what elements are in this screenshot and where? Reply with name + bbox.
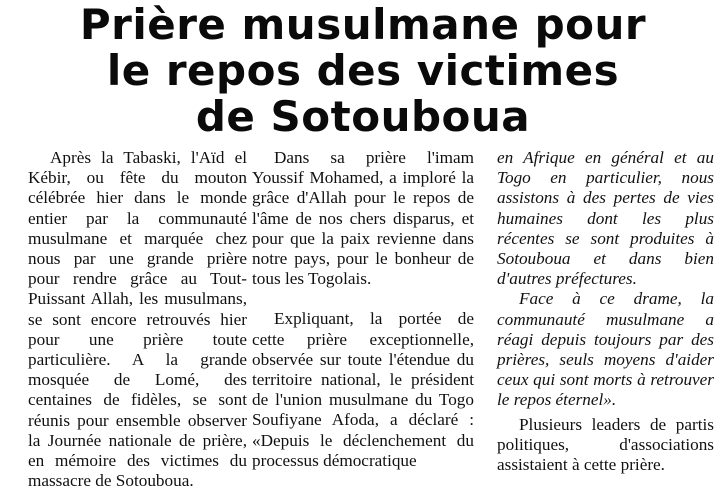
headline-line-2: le repos des victimes	[106, 46, 620, 95]
article-body	[0, 148, 726, 498]
article-column-3	[497, 148, 714, 475]
column-1-paragraph-1: Après la Tabaski, l'Aïd el Kébir, ou fête du mouton célébrée hier dans le monde entier par la communauté musulmane et marquée chez nous par une grande prière pour rendre grâce au Tout-Puissant Allah, les musulmans, se sont encore retrouvés hier pour une prière toute particulière. A la grande mosquée de Lomé, des centaines de fidèles, se sont réunis pour ensemble observer la Journée nationale de prière, en mémoire des victimes du massacre de Sotouboua.	[28, 148, 247, 491]
column-2-paragraph-1: Dans sa prière l'imam Youssif Mohamed, a imploré la grâce d'Allah pour le repos de l'âme de nos chers disparus, et pour que la paix revienne dans notre pays, pour le bonheur de tous les Togolais.	[252, 148, 474, 289]
article-column-1	[28, 148, 247, 491]
headline-line-1: Prière musulmane pour	[79, 0, 647, 49]
headline-line-3: de Sotouboua	[195, 92, 531, 141]
article-column-2	[252, 148, 474, 471]
column-3-paragraph-3: Plusieurs leaders de partis politiques, d'associations assistaient à cette prière.	[497, 414, 714, 475]
article-headline	[0, 2, 726, 140]
column-3-paragraph-1: en Afrique en général et au Togo en particulier, nous assistons à des pertes de vies humaines dont les plus récentes se sont produites à Sotouboua et dans bien d'autres préfectures.	[497, 148, 714, 289]
column-3-paragraph-2: Face à ce drame, la communauté musulmane a réagi depuis toujours par des prières, seuls moyens d'aider ceux qui sont morts à retrouver le repos éternel».	[497, 289, 714, 410]
column-2-paragraph-2: Expliquant, la portée de cette prière exceptionnelle, observée sur toute l'étendue du territoire national, le président de l'union musulmane du Togo Soufiyane Afoda, a déclaré : «Depuis le déclenchement du processus démocratique	[252, 309, 474, 470]
